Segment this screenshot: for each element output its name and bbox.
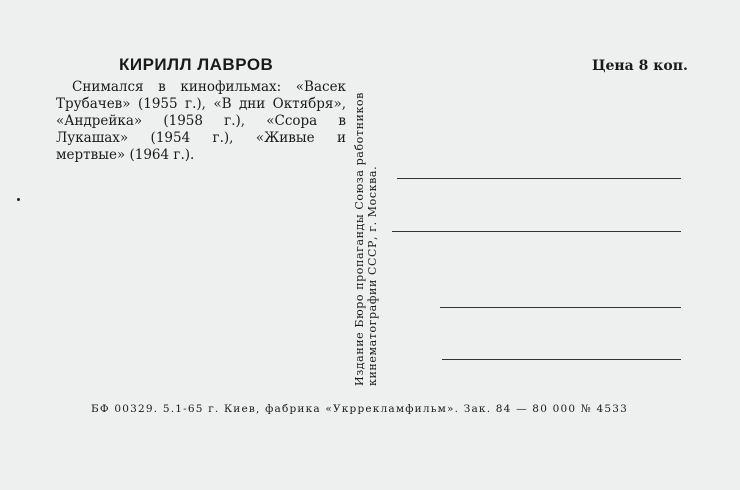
actor-name-title: КИРИЛЛ ЛАВРОВ (119, 55, 274, 74)
address-line-4 (442, 359, 681, 360)
filmography-text: Снимался в кинофильмах: «Васек Трубачев» (1955 г.), «В дни Октября», «Андрейка» (1958 г.), «Ссора в Лукашах» (1954 г.), «Живые и мертвые» (1964 г.). (56, 79, 346, 163)
price-label: Цена 8 коп. (592, 58, 688, 74)
address-line-3 (440, 307, 681, 308)
print-info-footer: БФ 00329. 5.1-65 г. Киев, фабрика «Укррекламфильм». Зак. 84 — 80 000 № 4533 (91, 403, 628, 415)
address-line-2 (392, 231, 681, 232)
address-line-1 (397, 178, 681, 179)
publisher-imprint: Издание Бюро пропаганды Союза работников кинематографии СССР, г. Москва. (353, 92, 379, 386)
ink-speck (17, 198, 20, 201)
